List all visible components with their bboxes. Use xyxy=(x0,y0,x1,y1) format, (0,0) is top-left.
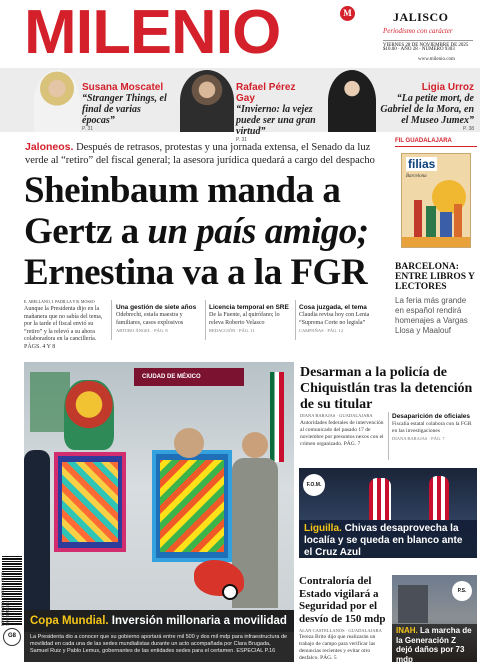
inah-badge: P.S. xyxy=(452,581,472,601)
headline-line-2a: Gertz a xyxy=(24,211,148,252)
headline-line-2b: un país amigo; xyxy=(147,211,369,252)
tower-illustration-4 xyxy=(454,204,462,240)
fil-magazine-cover xyxy=(401,153,471,248)
chiquistlan-side[interactable] xyxy=(392,413,478,441)
brief-1[interactable] xyxy=(24,298,108,351)
photo-caption-bar[interactable] xyxy=(24,610,294,632)
magazine-subtitle: Barcelona xyxy=(406,174,427,179)
brief-3-credit: REDACCIÓN · PÁG. 11 xyxy=(209,328,255,333)
mascot-illustration xyxy=(64,380,114,450)
edition-seal: G8 xyxy=(3,628,21,646)
lead-kicker-label: Jaloneos. xyxy=(25,141,74,153)
headline-line-1: Sheinbaum manda a xyxy=(24,170,341,211)
main-photo[interactable] xyxy=(24,362,294,642)
fil-label: FIL GUADALAJARA xyxy=(395,138,477,147)
inah-text: La marcha de la Generación Z dejó daños por 73 mdp xyxy=(396,626,472,664)
fil-section[interactable] xyxy=(395,138,477,254)
photo-caption-lead: Copa Mundial. xyxy=(30,615,109,627)
columnist-page-3: P. 38 xyxy=(462,126,474,132)
columnist-name-1: Susana Moscatel xyxy=(82,82,164,93)
columnist-2[interactable] xyxy=(236,82,316,143)
brief-2[interactable] xyxy=(116,304,202,333)
photo-caption-text: Inversión millonaria a movilidad xyxy=(111,615,287,627)
brief-3[interactable] xyxy=(209,304,293,333)
person-1 xyxy=(24,450,50,610)
contraloria-text: Tereza Brito dijo que realizarán un trabajo de campo para verificar las denuncias recientes y evitar otro desfalco. PÁG. 5 xyxy=(299,634,376,661)
brief-4-text: Claudia revisa hoy con Lenia “Suprema Corte no legisla” xyxy=(299,312,370,326)
player-1 xyxy=(369,478,391,520)
chiquistlan-story xyxy=(300,413,386,448)
headline-line-3: Ernestina va a la FGR xyxy=(24,252,368,293)
columnist-1[interactable] xyxy=(82,82,172,132)
liguilla-badge: F.O.M. xyxy=(303,474,325,496)
chiquistlan-side-head: Desaparición de oficiales xyxy=(392,413,471,420)
columnist-name-2: Rafael Pérez Gay xyxy=(236,82,296,104)
tower-illustration-2 xyxy=(426,206,436,240)
cdmx-banner: CIUDAD DE MÉXICO xyxy=(134,368,244,386)
columnist-3[interactable] xyxy=(378,82,474,132)
columnist-page-1: P. 31 xyxy=(82,126,94,132)
photo-caption-body: La Presidenta dio a conocer que su gobierno aportará entre mil 500 y dos mil mdp para infraestructura de movilidad en cada una de las sedes mundialistas durante un acto acompañada por Clara Brugada, Samuel Ruiz y Pablo Lemus, gobernantes de las entidades sedes para el certamen. ESPECIAL P.16 xyxy=(24,632,294,662)
masthead-logo: MILENIO xyxy=(24,0,281,67)
columnist-page-2: P. 31 xyxy=(236,137,248,143)
brief-4-head: Cosa juzgada, el tema xyxy=(299,304,367,311)
brief-divider-3 xyxy=(295,300,296,340)
liguilla-text: Chivas desaprovecha la localía y se queda en blanco ante el Cruz Azul xyxy=(304,523,463,558)
brief-divider-1 xyxy=(111,300,112,340)
brief-4[interactable] xyxy=(299,304,385,333)
inah-lead: INAH. xyxy=(396,626,418,635)
edition-name: JALISCO xyxy=(393,10,449,24)
brief-3-text: De la Fuente, al quirófano; lo releva Roberto Velasco xyxy=(209,312,280,326)
site-url: www.milenio.com xyxy=(418,57,455,62)
logo-m-badge: M xyxy=(340,6,355,21)
building-illustration xyxy=(398,585,428,623)
magazine-title: filias xyxy=(408,157,436,171)
soccer-ball-icon xyxy=(222,584,238,600)
columnist-name-3: Ligia Urroz xyxy=(421,82,474,93)
barcode-text: EDICIÓN DEL VIERNES 28 DE NOVIEMBRE xyxy=(0,571,10,626)
columnist-photo-2 xyxy=(180,70,234,132)
liguilla-caption[interactable] xyxy=(299,520,477,558)
chiquistlan-divider xyxy=(388,412,389,460)
person-2-head xyxy=(174,428,204,458)
columnist-photo-3 xyxy=(328,70,376,132)
price-issue: $10.00 · AÑO 28 · NÚMERO 9303 xyxy=(383,47,455,52)
brief-3-head: Licencia temporal en SRE xyxy=(209,304,289,311)
brief-2-credit: ARTURO ÁNGEL · PÁG. 8 xyxy=(116,328,168,333)
inah-caption[interactable] xyxy=(392,624,477,662)
flag-illustration xyxy=(270,372,284,462)
columnist-quote-3: “La petite mort, de Gabriel de la Mora, en el Museo Jumex” xyxy=(380,93,474,126)
lead-kicker-text: Después de retrasos, protestas y una jornada extensa, el Senado da luz verde al “retiro” del fiscal general; la asesora jurídica quedará a cargo del despacho xyxy=(25,142,375,166)
chiquistlan-side-text: Fiscalía estatal colabora con la FGR en las investigaciones xyxy=(392,421,472,434)
brief-4-credit: CAMPAÑAS · PÁG. 12 xyxy=(299,328,344,333)
artwork-pattern-1 xyxy=(62,462,118,542)
brief-divider-2 xyxy=(205,300,206,340)
player-2 xyxy=(429,476,449,520)
artwork-pattern-2 xyxy=(160,460,224,552)
columnist-photo-1 xyxy=(34,70,80,132)
chiquistlan-text: Autoridades federales de intervención al comunicado del pasado 17 de noviembre por presuntos nexos con el crimen organizado. PÁG. 7 xyxy=(300,420,384,447)
liguilla-lead: Liguilla. xyxy=(304,523,342,534)
tower-illustration xyxy=(414,200,422,240)
brief-1-byline: E. ARELLANO, I. PADILLA Y R. MOSSO xyxy=(24,299,95,304)
chiquistlan-side-credit: DIANA BARAJAS · PÁG. 7 xyxy=(392,436,445,441)
columnist-quote-2: “Invierno: la vejez puede ser una gran virtud” xyxy=(236,104,316,137)
fil-headline[interactable]: BARCELONA: ENTRE LIBROS Y LECTORES xyxy=(395,262,475,292)
lead-kicker[interactable] xyxy=(25,141,377,167)
contraloria-byline: ALAN CASTELLANOS · GUADALAJARA xyxy=(299,628,382,633)
brief-2-head: Una gestión de siete años xyxy=(116,304,197,311)
dateline: VIERNES 28 DE NOVIEMBRE DE 2025 xyxy=(383,40,473,48)
fil-text: La feria más grande en español rendirá homenajes a Vargas Llosa y Maalouf xyxy=(395,296,468,335)
contraloria-headline[interactable]: Contraloría del Estado vigilará a Seguridad por el desvío de 150 mdp xyxy=(299,575,386,625)
brief-1-text: Aunque la Presidenta dijo en la mañanera que no sabía del tema, por la tarde el fiscal envió su “retiro” y la relevó a su ahora colaboradora en la cancillería. PÁGS. 4 Y 8 xyxy=(24,306,103,350)
lead-headline[interactable] xyxy=(24,170,384,293)
tower-illustration-3 xyxy=(440,212,452,240)
person-3-head xyxy=(242,432,268,458)
ground-illustration xyxy=(402,237,471,247)
chiquistlan-headline[interactable]: Desarman a la policía de Chiquistlán tras la detención de su titular xyxy=(300,365,473,412)
brief-2-text: Odebrecht, estafa maestra y familiares, casos explosivos xyxy=(116,312,184,326)
tagline: Periodismo con carácter xyxy=(383,27,453,35)
headline-line-2 xyxy=(24,211,384,252)
columnist-quote-1: “Stranger Things, el final de varias épocas” xyxy=(82,93,167,126)
chiquistlan-byline: DIANA BARAJAS · GUADALAJARA xyxy=(300,413,373,418)
